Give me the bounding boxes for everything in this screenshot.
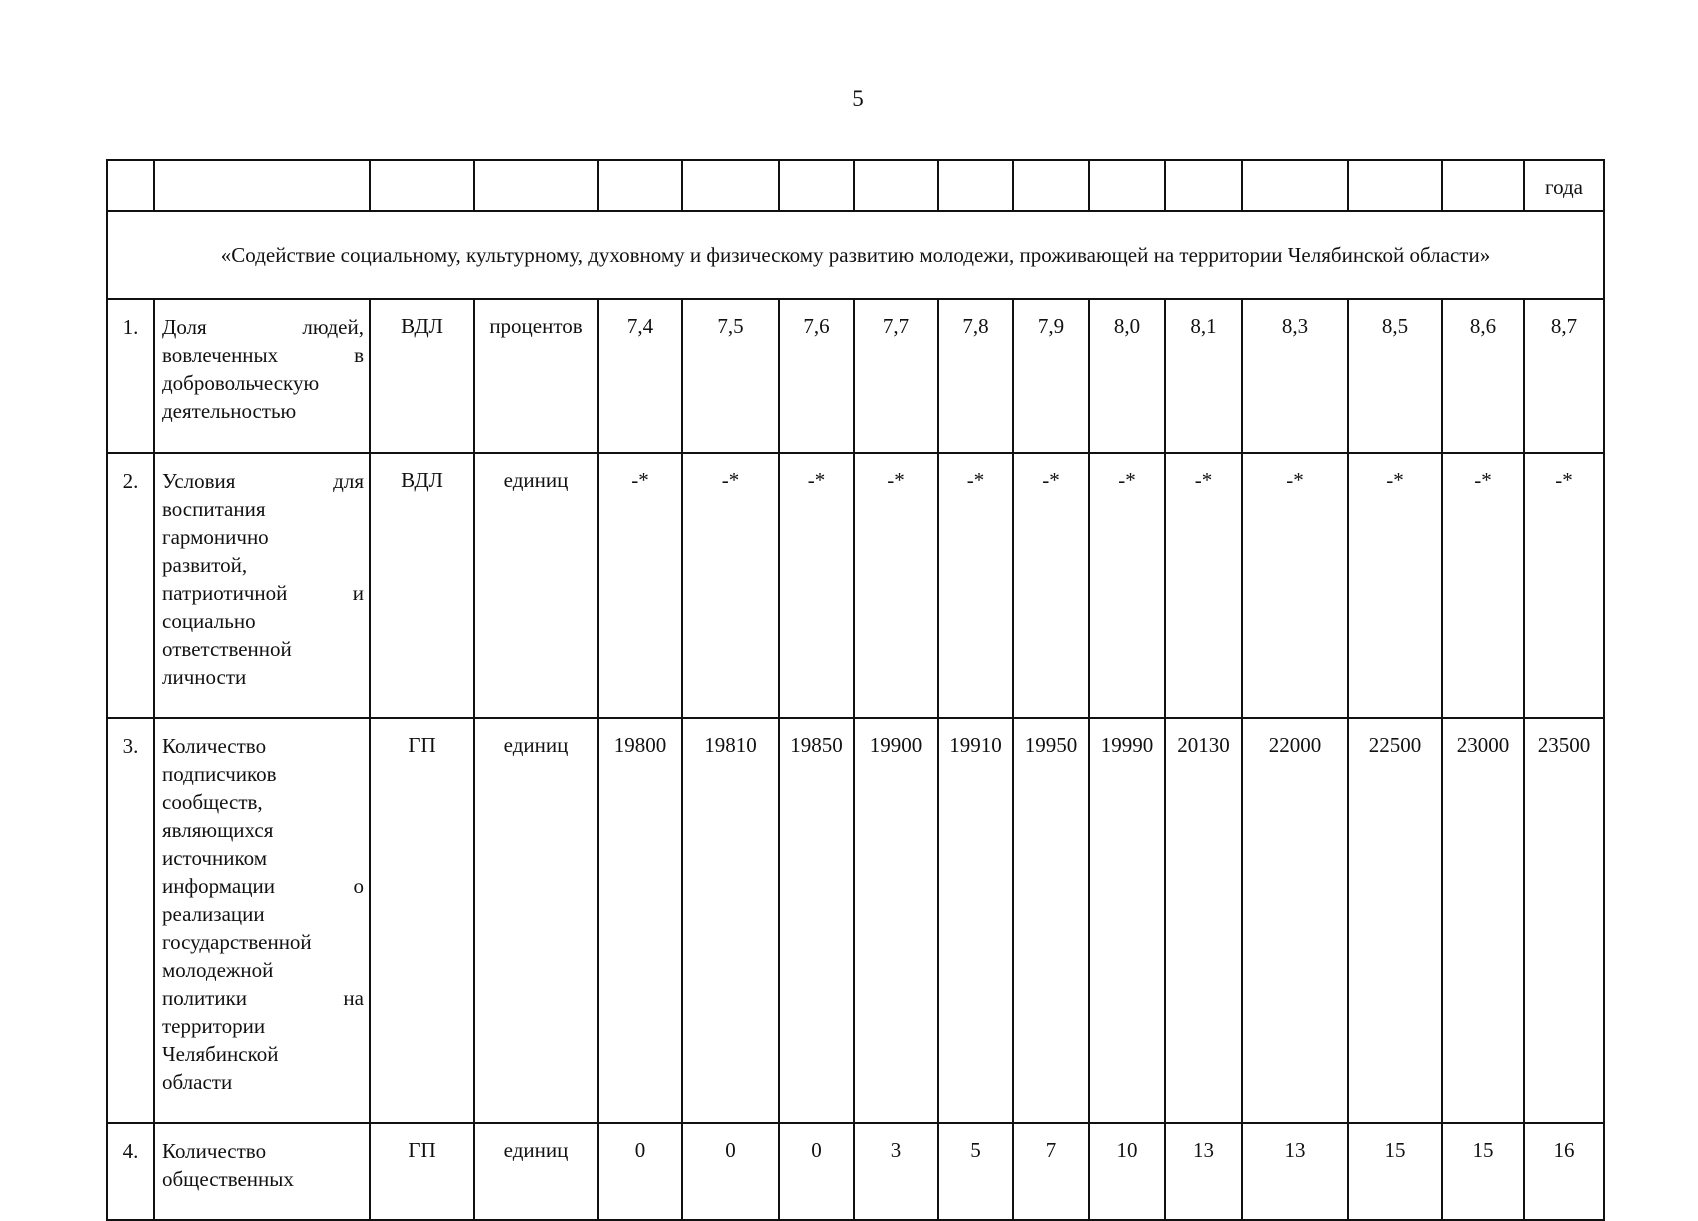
value-cell: 5 [938, 1123, 1013, 1220]
indicator-name-line: сообществ, [162, 790, 263, 814]
row-number: 1. [107, 299, 154, 453]
indicator-name-line: являющихся [162, 818, 274, 842]
indicator-name-line: вовлеченных в [162, 343, 364, 367]
value-cell: 3 [854, 1123, 938, 1220]
value-cell: -* [1165, 453, 1242, 718]
indicator-name-line: деятельностью [162, 399, 297, 423]
table-row [107, 718, 1604, 1123]
indicator-name-line: воспитания [162, 497, 266, 521]
value-cell: 23500 [1524, 718, 1604, 1123]
value-cell: 13 [1165, 1123, 1242, 1220]
section-title: «Содействие социальному, культурному, духовному и физическому развитию молодежи, проживающей на территории Челябинской области» [107, 211, 1604, 299]
value-cell: 19800 [598, 718, 682, 1123]
value-cell: -* [1089, 453, 1165, 718]
page-number: 5 [852, 86, 864, 111]
value-cell: 7,4 [598, 299, 682, 453]
indicator-name-line: ответственной [162, 637, 292, 661]
indicator-name [154, 718, 370, 1123]
value-cell: -* [1013, 453, 1089, 718]
value-cell: 19810 [682, 718, 779, 1123]
value-cell: 8,5 [1348, 299, 1442, 453]
unit-cell: единиц [474, 1123, 598, 1220]
table-row [107, 299, 1604, 453]
value-cell: 13 [1242, 1123, 1348, 1220]
value-cell: 7,6 [779, 299, 854, 453]
value-cell: 10 [1089, 1123, 1165, 1220]
value-cell: -* [1524, 453, 1604, 718]
indicator-name-line: источником [162, 846, 267, 870]
value-cell: 8,6 [1442, 299, 1524, 453]
value-cell: -* [779, 453, 854, 718]
value-cell: -* [854, 453, 938, 718]
table-row [107, 453, 1604, 718]
value-cell: -* [1442, 453, 1524, 718]
value-cell: 15 [1442, 1123, 1524, 1220]
row-number: 2. [107, 453, 154, 718]
indicator-name-line: гармонично [162, 525, 269, 549]
indicator-name-line: добровольческую [162, 371, 320, 395]
indicator-name-line: Доля людей, [162, 315, 364, 339]
indicator-name [154, 299, 370, 453]
value-cell: 19910 [938, 718, 1013, 1123]
value-cell: 0 [779, 1123, 854, 1220]
value-cell: 7,5 [682, 299, 779, 453]
indicator-name-line: патриотичной и [162, 581, 364, 605]
value-cell: 8,7 [1524, 299, 1604, 453]
value-cell: 7,9 [1013, 299, 1089, 453]
indicator-type: ВДЛ [370, 299, 474, 453]
header-cell-year: года [1524, 160, 1604, 211]
value-cell: -* [1242, 453, 1348, 718]
indicator-name [154, 453, 370, 718]
value-cell: 23000 [1442, 718, 1524, 1123]
indicator-name-line: подписчиков [162, 762, 277, 786]
value-cell: 7 [1013, 1123, 1089, 1220]
indicator-name-line: информации о [162, 874, 364, 898]
value-cell: 7,7 [854, 299, 938, 453]
indicator-name-line: личности [162, 665, 247, 689]
row-number: 4. [107, 1123, 154, 1220]
table-row [107, 1123, 1604, 1220]
value-cell: 7,8 [938, 299, 1013, 453]
value-cell: 19950 [1013, 718, 1089, 1123]
indicator-name-line: Количество [162, 734, 267, 758]
value-cell: -* [682, 453, 779, 718]
unit-cell: процентов [474, 299, 598, 453]
indicator-name-line: общественных [162, 1167, 294, 1191]
value-cell: -* [598, 453, 682, 718]
value-cell: 0 [598, 1123, 682, 1220]
indicator-name-line: молодежной [162, 958, 274, 982]
indicators-table [106, 159, 1605, 1221]
indicator-name-line: Количество [162, 1139, 267, 1163]
indicator-type: ГП [370, 1123, 474, 1220]
value-cell: -* [1348, 453, 1442, 718]
indicator-name-line: политики на [162, 986, 364, 1010]
value-cell: 19900 [854, 718, 938, 1123]
value-cell: 15 [1348, 1123, 1442, 1220]
value-cell: 16 [1524, 1123, 1604, 1220]
header-row [107, 160, 1604, 211]
indicator-name-line: реализации [162, 902, 265, 926]
value-cell: 20130 [1165, 718, 1242, 1123]
section-row [107, 211, 1604, 299]
value-cell: 0 [682, 1123, 779, 1220]
value-cell: -* [938, 453, 1013, 718]
value-cell: 19990 [1089, 718, 1165, 1123]
unit-cell: единиц [474, 718, 598, 1123]
indicator-name-line: Челябинской [162, 1042, 279, 1066]
value-cell: 19850 [779, 718, 854, 1123]
indicator-name-line: Условия для [162, 469, 364, 493]
indicator-name-line: области [162, 1070, 233, 1094]
value-cell: 8,3 [1242, 299, 1348, 453]
indicator-name-line: развитой, [162, 553, 248, 577]
indicator-name-line: социально [162, 609, 256, 633]
value-cell: 22000 [1242, 718, 1348, 1123]
unit-cell: единиц [474, 453, 598, 718]
indicator-type: ВДЛ [370, 453, 474, 718]
value-cell: 22500 [1348, 718, 1442, 1123]
value-cell: 8,1 [1165, 299, 1242, 453]
indicator-name-line: государственной [162, 930, 312, 954]
indicator-name [154, 1123, 370, 1220]
row-number: 3. [107, 718, 154, 1123]
indicator-name-line: территории [162, 1014, 266, 1038]
indicator-type: ГП [370, 718, 474, 1123]
value-cell: 8,0 [1089, 299, 1165, 453]
